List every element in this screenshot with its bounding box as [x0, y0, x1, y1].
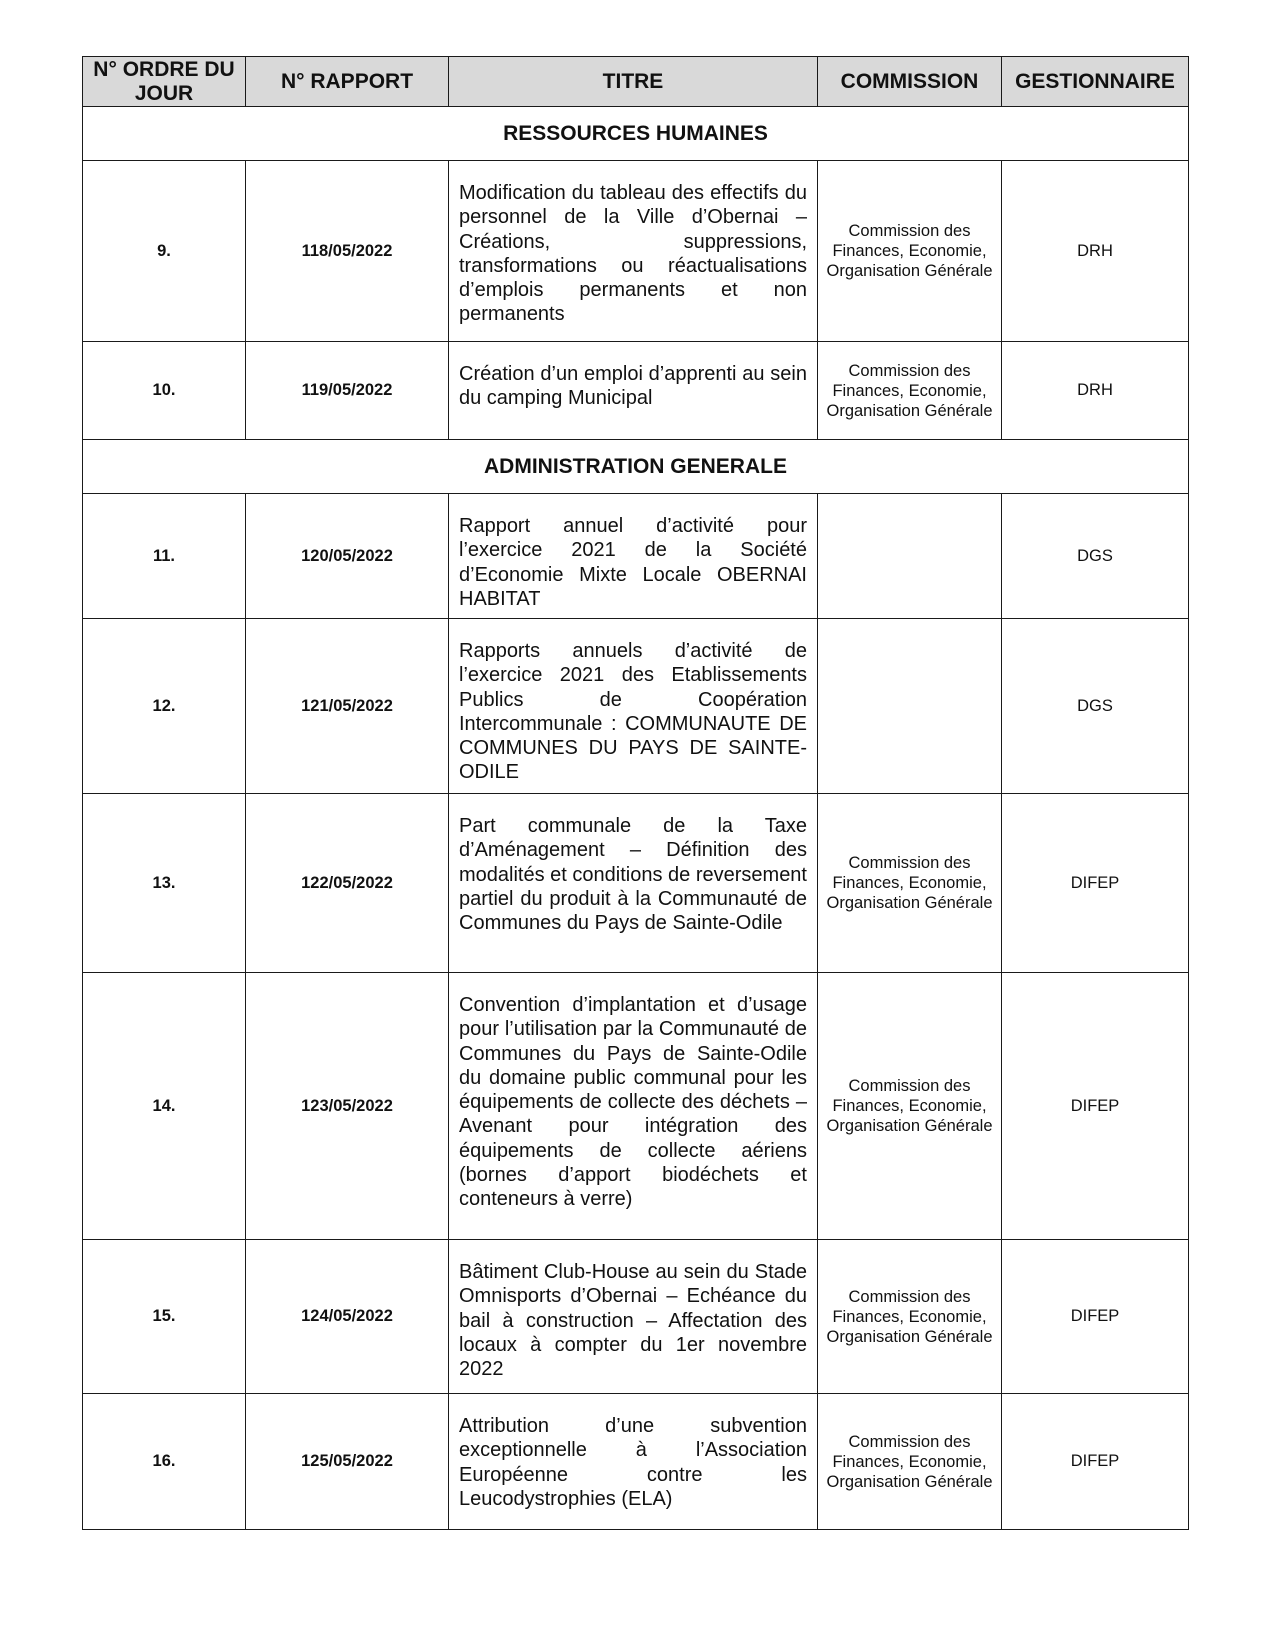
- section-row: [83, 440, 1189, 494]
- table-row: [83, 794, 1189, 973]
- titre-cell: [449, 973, 818, 1240]
- gestionnaire-cell: DGS: [1002, 619, 1189, 794]
- commission-cell: [818, 494, 1002, 619]
- titre-text: Création d’un emploi d’apprenti au sein du camping Municipal: [459, 363, 807, 410]
- header-titre: TITRE: [449, 57, 818, 107]
- ordre-cell: 14.: [83, 973, 246, 1240]
- table-row: [83, 1240, 1189, 1394]
- header-row: [83, 57, 1189, 107]
- gestionnaire-cell: DRH: [1002, 161, 1189, 342]
- table-row: [83, 619, 1189, 794]
- rapport-cell: 124/05/2022: [246, 1240, 449, 1394]
- commission-cell: Commission des Finances, Economie, Organisation Générale: [818, 161, 1002, 342]
- gestionnaire-cell: DIFEP: [1002, 794, 1189, 973]
- ordre-cell: 15.: [83, 1240, 246, 1394]
- titre-cell: [449, 1394, 818, 1530]
- titre-text: Part communale de la Taxe d’Aménagement – Définition des modalités et conditions de reversement partiel du produit à la Communauté de Communes du Pays de Sainte-Odile: [459, 815, 807, 935]
- header-gestionnaire: GESTIONNAIRE: [1002, 57, 1189, 107]
- commission-cell: Commission des Finances, Economie, Organisation Générale: [818, 794, 1002, 973]
- rapport-cell: 118/05/2022: [246, 161, 449, 342]
- section-row: [83, 107, 1189, 161]
- rapport-cell: 123/05/2022: [246, 973, 449, 1240]
- commission-cell: [818, 619, 1002, 794]
- ordre-cell: 16.: [83, 1394, 246, 1530]
- commission-cell: Commission des Finances, Economie, Organisation Générale: [818, 973, 1002, 1240]
- ordre-cell: 12.: [83, 619, 246, 794]
- titre-cell: [449, 161, 818, 342]
- rapport-cell: 125/05/2022: [246, 1394, 449, 1530]
- ordre-cell: 13.: [83, 794, 246, 973]
- titre-text: Rapport annuel d’activité pour l’exercice 2021 de la Société d’Economie Mixte Locale OBERNAI HABITAT: [459, 515, 807, 610]
- rapport-cell: 122/05/2022: [246, 794, 449, 973]
- header-ordre: N° ORDRE DU JOUR: [83, 57, 246, 107]
- titre-cell: [449, 794, 818, 973]
- titre-text: Bâtiment Club-House au sein du Stade Omnisports d’Obernai – Echéance du bail à construction – Affectation des locaux à compter du 1er novembre 2022: [459, 1261, 807, 1381]
- commission-cell: Commission des Finances, Economie, Organisation Générale: [818, 342, 1002, 440]
- header-rapport: N° RAPPORT: [246, 57, 449, 107]
- rapport-cell: 120/05/2022: [246, 494, 449, 619]
- section-title: RESSOURCES HUMAINES: [83, 107, 1189, 161]
- titre-cell: [449, 1240, 818, 1394]
- rapport-cell: 119/05/2022: [246, 342, 449, 440]
- header-commission: COMMISSION: [818, 57, 1002, 107]
- titre-text: Convention d’implantation et d’usage pour l’utilisation par la Communauté de Communes du Pays de Sainte-Odile du domaine public communal pour les équipements de collecte des déchets – Avenant pour intégration des équipements de collecte aériens (bornes d’apport biodéchets et conteneurs à verre): [459, 994, 807, 1211]
- titre-text: Rapports annuels d’activité de l’exercice 2021 des Etablissements Publics de Coopération Intercommunale : COMMUNAUTE DE COMMUNES DU PAYS DE SAINTE-ODILE: [459, 640, 807, 784]
- titre-text: Modification du tableau des effectifs du personnel de la Ville d’Obernai – Créations, suppressions, transformations ou réactualisations d’emplois permanents et non permanents: [459, 182, 807, 326]
- ordre-cell: 10.: [83, 342, 246, 440]
- titre-cell: [449, 619, 818, 794]
- commission-cell: Commission des Finances, Economie, Organisation Générale: [818, 1240, 1002, 1394]
- section-title: ADMINISTRATION GENERALE: [83, 440, 1189, 494]
- gestionnaire-cell: DRH: [1002, 342, 1189, 440]
- table-row: [83, 342, 1189, 440]
- gestionnaire-cell: DGS: [1002, 494, 1189, 619]
- agenda-table: [82, 56, 1189, 1530]
- titre-cell: [449, 342, 818, 440]
- table-row: [83, 161, 1189, 342]
- ordre-cell: 9.: [83, 161, 246, 342]
- table-row: [83, 494, 1189, 619]
- commission-cell: Commission des Finances, Economie, Organisation Générale: [818, 1394, 1002, 1530]
- gestionnaire-cell: DIFEP: [1002, 1394, 1189, 1530]
- rapport-cell: 121/05/2022: [246, 619, 449, 794]
- table-row: [83, 1394, 1189, 1530]
- gestionnaire-cell: DIFEP: [1002, 1240, 1189, 1394]
- titre-cell: [449, 494, 818, 619]
- gestionnaire-cell: DIFEP: [1002, 973, 1189, 1240]
- table-row: [83, 973, 1189, 1240]
- titre-text: Attribution d’une subvention exceptionnelle à l’Association Européenne contre les Leucodystrophies (ELA): [459, 1415, 807, 1510]
- ordre-cell: 11.: [83, 494, 246, 619]
